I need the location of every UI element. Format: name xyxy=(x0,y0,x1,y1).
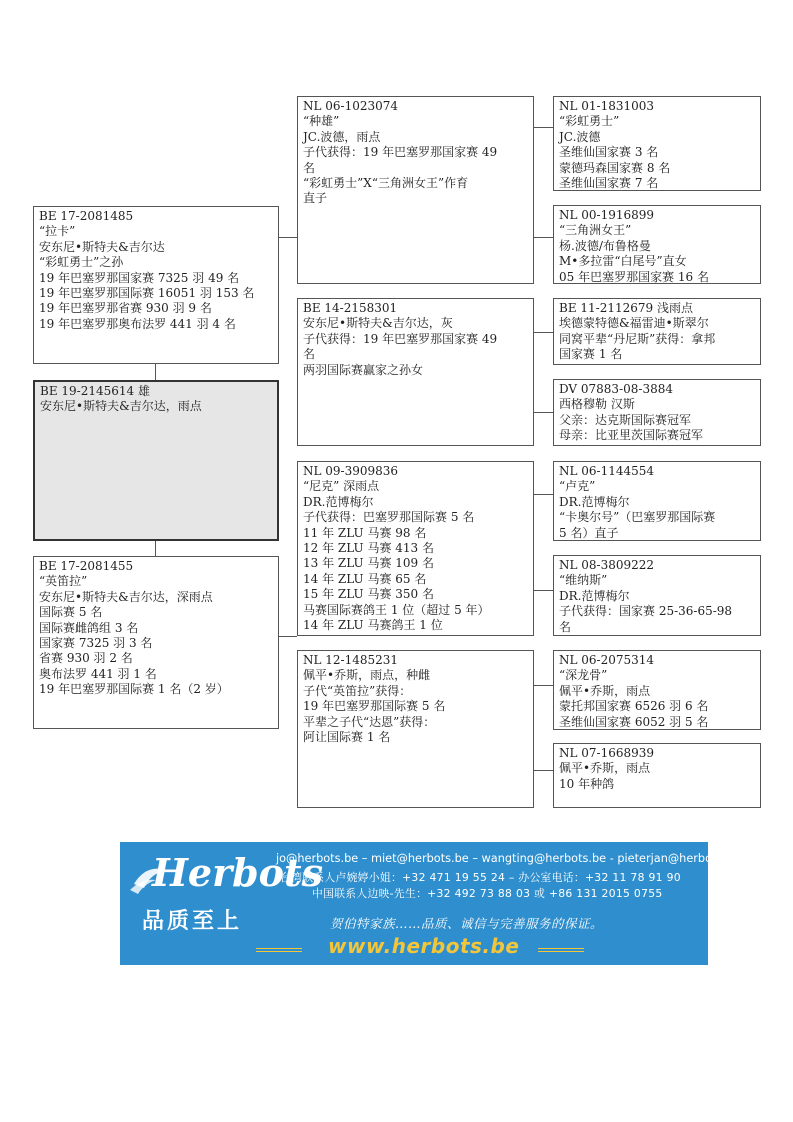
pedigree-text-line: 母亲：比亚里茨国际赛冠军 xyxy=(559,428,704,443)
pedigree-text-line: 名 xyxy=(559,619,572,634)
connector xyxy=(155,364,156,381)
subject-card xyxy=(33,380,279,541)
connector xyxy=(533,412,553,413)
ring-number: BE 14-2158301 xyxy=(303,301,398,315)
dam-dam-sire-card xyxy=(553,650,761,730)
herbots-banner xyxy=(120,842,741,965)
pedigree-text-line: “拉卡” xyxy=(39,224,76,239)
pedigree-text-line: 14 年 ZLU 马赛鸽王 1 位 xyxy=(303,618,443,633)
tagline: 贺伯特家族……品质、诚信与完善服务的保证。 xyxy=(330,916,604,931)
pedigree-text-line: “卡奥尔号”（巴塞罗那国际赛 xyxy=(559,510,716,525)
connector xyxy=(533,127,553,128)
sire-dam-card xyxy=(297,298,534,446)
pedigree-text-line: “尼克” 深雨点 xyxy=(303,479,380,494)
pedigree-text-line: 省赛 930 羽 2 名 xyxy=(39,651,133,666)
ring-number: NL 12-1485231 xyxy=(303,653,399,667)
pedigree-text-line: 国家赛 1 名 xyxy=(559,347,623,362)
pedigree-text-line: JC.波德 xyxy=(559,129,601,144)
pedigree-text-line: 19 年巴塞罗那国际赛 5 名 xyxy=(303,699,446,714)
dam-sire-sire-card xyxy=(553,461,761,541)
pedigree-text-line: 西格穆勒 汉斯 xyxy=(559,397,635,412)
dam-sire-dam-card xyxy=(553,555,761,636)
pedigree-text-line: DR.范博梅尔 xyxy=(559,588,630,603)
ring-number: NL 06-1023074 xyxy=(303,99,399,113)
pedigree-text-line: 埃德蒙特德&福雷迪•斯翠尔 xyxy=(559,316,709,331)
pedigree-text-line: 子代“英笛拉”获得： xyxy=(303,683,412,698)
pedigree-text-line: 05 年巴塞罗那国家赛 16 名 xyxy=(559,269,709,284)
pedigree-text-line: 19 年巴塞罗那国家赛 7325 羽 49 名 xyxy=(39,270,240,285)
ring-number: BE 17-2081455 xyxy=(39,559,134,573)
ring-number: NL 01-1831003 xyxy=(559,99,655,113)
connector xyxy=(533,494,553,495)
decorative-rule-right xyxy=(538,948,584,952)
sire-card xyxy=(33,206,279,364)
pedigree-text-line: 子代获得：巴塞罗那国际赛 5 名 xyxy=(303,510,475,525)
pedigree-text-line: “深龙骨” xyxy=(559,668,608,683)
pedigree-text-line: 19 年巴塞罗那国际赛 1 名（2 岁） xyxy=(39,682,229,697)
dam-dam-card xyxy=(297,650,534,808)
contact-taiwan: 台湾联系人卢婉婷小姐：+32 471 19 55 24 – 办公室电话：+32 11 78 91 90 xyxy=(280,871,681,884)
pedigree-text-line: 安东尼•斯特夫&吉尔达，深雨点 xyxy=(39,589,213,604)
pedigree-text-line: 佩平•乔斯，雨点 xyxy=(559,761,651,776)
connector xyxy=(533,770,553,771)
pedigree-text-line: “彩虹勇士” xyxy=(559,114,620,129)
connector xyxy=(533,590,553,591)
connector xyxy=(155,540,156,557)
pedigree-text-line: 名 xyxy=(303,347,316,362)
ring-number: NL 06-1144554 xyxy=(559,464,655,478)
pedigree-text-line: 佩平•乔斯，雨点，种雌 xyxy=(303,668,431,683)
pedigree-text-line: 12 年 ZLU 马赛 413 名 xyxy=(303,541,435,556)
pedigree-text-line: 阿让国际赛 1 名 xyxy=(303,730,391,745)
pedigree-text-line: 平辈之子代“达恩”获得： xyxy=(303,714,436,729)
dam-sire-card xyxy=(297,461,534,636)
slogan: 品质至上 xyxy=(142,909,243,934)
website-link[interactable]: www.herbots.be xyxy=(328,934,520,958)
pedigree-text-line: M•多拉雷“白尾号”直女 xyxy=(559,254,687,269)
pedigree-text-line: 圣维仙国家赛 6052 羽 5 名 xyxy=(559,714,709,729)
connector xyxy=(533,685,553,686)
pedigree-text-line: 国际赛雌鸽组 3 名 xyxy=(39,620,139,635)
pedigree-text-line: 19 年巴塞罗那国际赛 16051 羽 153 名 xyxy=(39,286,255,301)
pedigree-text-line: “英笛拉” xyxy=(39,574,88,589)
pedigree-text-line: “维纳斯” xyxy=(559,573,608,588)
pedigree-text-line: 10 年种鸽 xyxy=(559,776,615,791)
sire-sire-card xyxy=(297,96,534,284)
pedigree-text-line: 子代获得：19 年巴塞罗那国家赛 49 xyxy=(303,145,498,160)
connector xyxy=(533,237,553,238)
pedigree-text-line: 15 年 ZLU 马赛 350 名 xyxy=(303,587,435,602)
pedigree-text-line: “彩虹勇士”之孙 xyxy=(39,255,124,270)
ring-number: BE 17-2081485 xyxy=(39,209,134,223)
pedigree-text-line: DR.范博梅尔 xyxy=(559,494,630,509)
sire-sire-sire-card xyxy=(553,96,761,191)
pedigree-text-line: 5 名）直子 xyxy=(559,525,619,540)
svg-text:Herbots: Herbots xyxy=(152,850,323,895)
pedigree-text-line: 国际赛 5 名 xyxy=(39,605,103,620)
ring-number: NL 08-3809222 xyxy=(559,558,655,572)
ring-number: NL 09-3909836 xyxy=(303,464,399,478)
ring-number: NL 00-1916899 xyxy=(559,208,655,222)
pedigree-text-line: 奥布法罗 441 羽 1 名 xyxy=(39,666,157,681)
ring-number: NL 07-1668939 xyxy=(559,746,655,760)
dam-dam-dam-card xyxy=(553,743,761,808)
pedigree-text-line: 安东尼•斯特夫&吉尔达，雨点 xyxy=(40,399,202,414)
dam-card xyxy=(33,556,279,729)
pedigree-text-line: 圣维仙国家赛 3 名 xyxy=(559,145,659,160)
pedigree-text-line: “彩虹勇士”X“三角洲女王”作育 xyxy=(303,176,469,191)
ring-number: NL 06-2075314 xyxy=(559,653,655,667)
pedigree-text-line: 圣维仙国家赛 7 名 xyxy=(559,176,659,191)
connector xyxy=(278,636,297,637)
pedigree-text-line: 子代获得：国家赛 25-36-65-98 xyxy=(559,604,733,619)
pedigree-text-line: “种雄” xyxy=(303,114,340,129)
pedigree-text-line: 安东尼•斯特夫&吉尔达，灰 xyxy=(303,316,453,331)
connector xyxy=(278,237,297,238)
pedigree-text-line: 19 年巴塞罗那奥布法罗 441 羽 4 名 xyxy=(39,316,236,331)
ring-number: DV 07883-08-3884 xyxy=(559,382,673,396)
sire-dam-dam-card xyxy=(553,379,761,446)
pedigree-text-line: 19 年巴塞罗那省赛 930 羽 9 名 xyxy=(39,301,212,316)
sire-sire-dam-card xyxy=(553,205,761,284)
pedigree-text-line: 杨.波德/布鲁格曼 xyxy=(559,238,651,253)
pedigree-text-line: “卢克” xyxy=(559,479,596,494)
pedigree-text-line: 名 xyxy=(303,160,316,175)
ring-number: BE 19-2145614 雄 xyxy=(40,384,150,398)
pedigree-text-line: 蒙托邦国家赛 6526 羽 6 名 xyxy=(559,699,709,714)
contact-china: 中国联系人边映-先生：+32 492 73 88 03 或 +86 131 2015 0755 xyxy=(312,887,663,900)
pedigree-text-line: 国家赛 7325 羽 3 名 xyxy=(39,636,153,651)
contact-emails[interactable]: jo@herbots.be – miet@herbots.be – wangting@herbots.be - pieterjan@herbots.be xyxy=(276,852,741,865)
pedigree-text-line: 13 年 ZLU 马赛 109 名 xyxy=(303,556,435,571)
pedigree-text-line: 11 年 ZLU 马赛 98 名 xyxy=(303,525,427,540)
sire-dam-sire-card xyxy=(553,298,761,365)
pedigree-text-line: 蒙德玛森国家赛 8 名 xyxy=(559,160,671,175)
pedigree-text-line: JC.波德，雨点 xyxy=(303,129,381,144)
ring-number: BE 11-2112679 浅雨点 xyxy=(559,301,693,315)
pedigree-text-line: 马赛国际赛鸽王 1 位（超过 5 年） xyxy=(303,602,490,617)
pedigree-text-line: 佩平•乔斯，雨点 xyxy=(559,683,651,698)
pedigree-text-line: DR.范博梅尔 xyxy=(303,494,374,509)
pedigree-text-line: 安东尼•斯特夫&吉尔达 xyxy=(39,239,165,254)
connector xyxy=(533,332,553,333)
pedigree-text-line: 14 年 ZLU 马赛 65 名 xyxy=(303,571,427,586)
pedigree-text-line: 子代获得：19 年巴塞罗那国家赛 49 xyxy=(303,331,498,346)
herbots-logo-mark xyxy=(126,844,323,904)
pedigree-text-line: 直子 xyxy=(303,191,328,206)
pedigree-text-line: 两羽国际赛赢家之孙女 xyxy=(303,362,424,377)
pedigree-text-line: “三角洲女王” xyxy=(559,223,632,238)
pedigree-text-line: 同窝平辈“丹尼斯”获得：拿邦 xyxy=(559,331,716,346)
pedigree-text-line: 父亲：达克斯国际赛冠军 xyxy=(559,412,692,427)
decorative-rule-left xyxy=(256,948,302,952)
herbots-logo xyxy=(126,844,323,904)
